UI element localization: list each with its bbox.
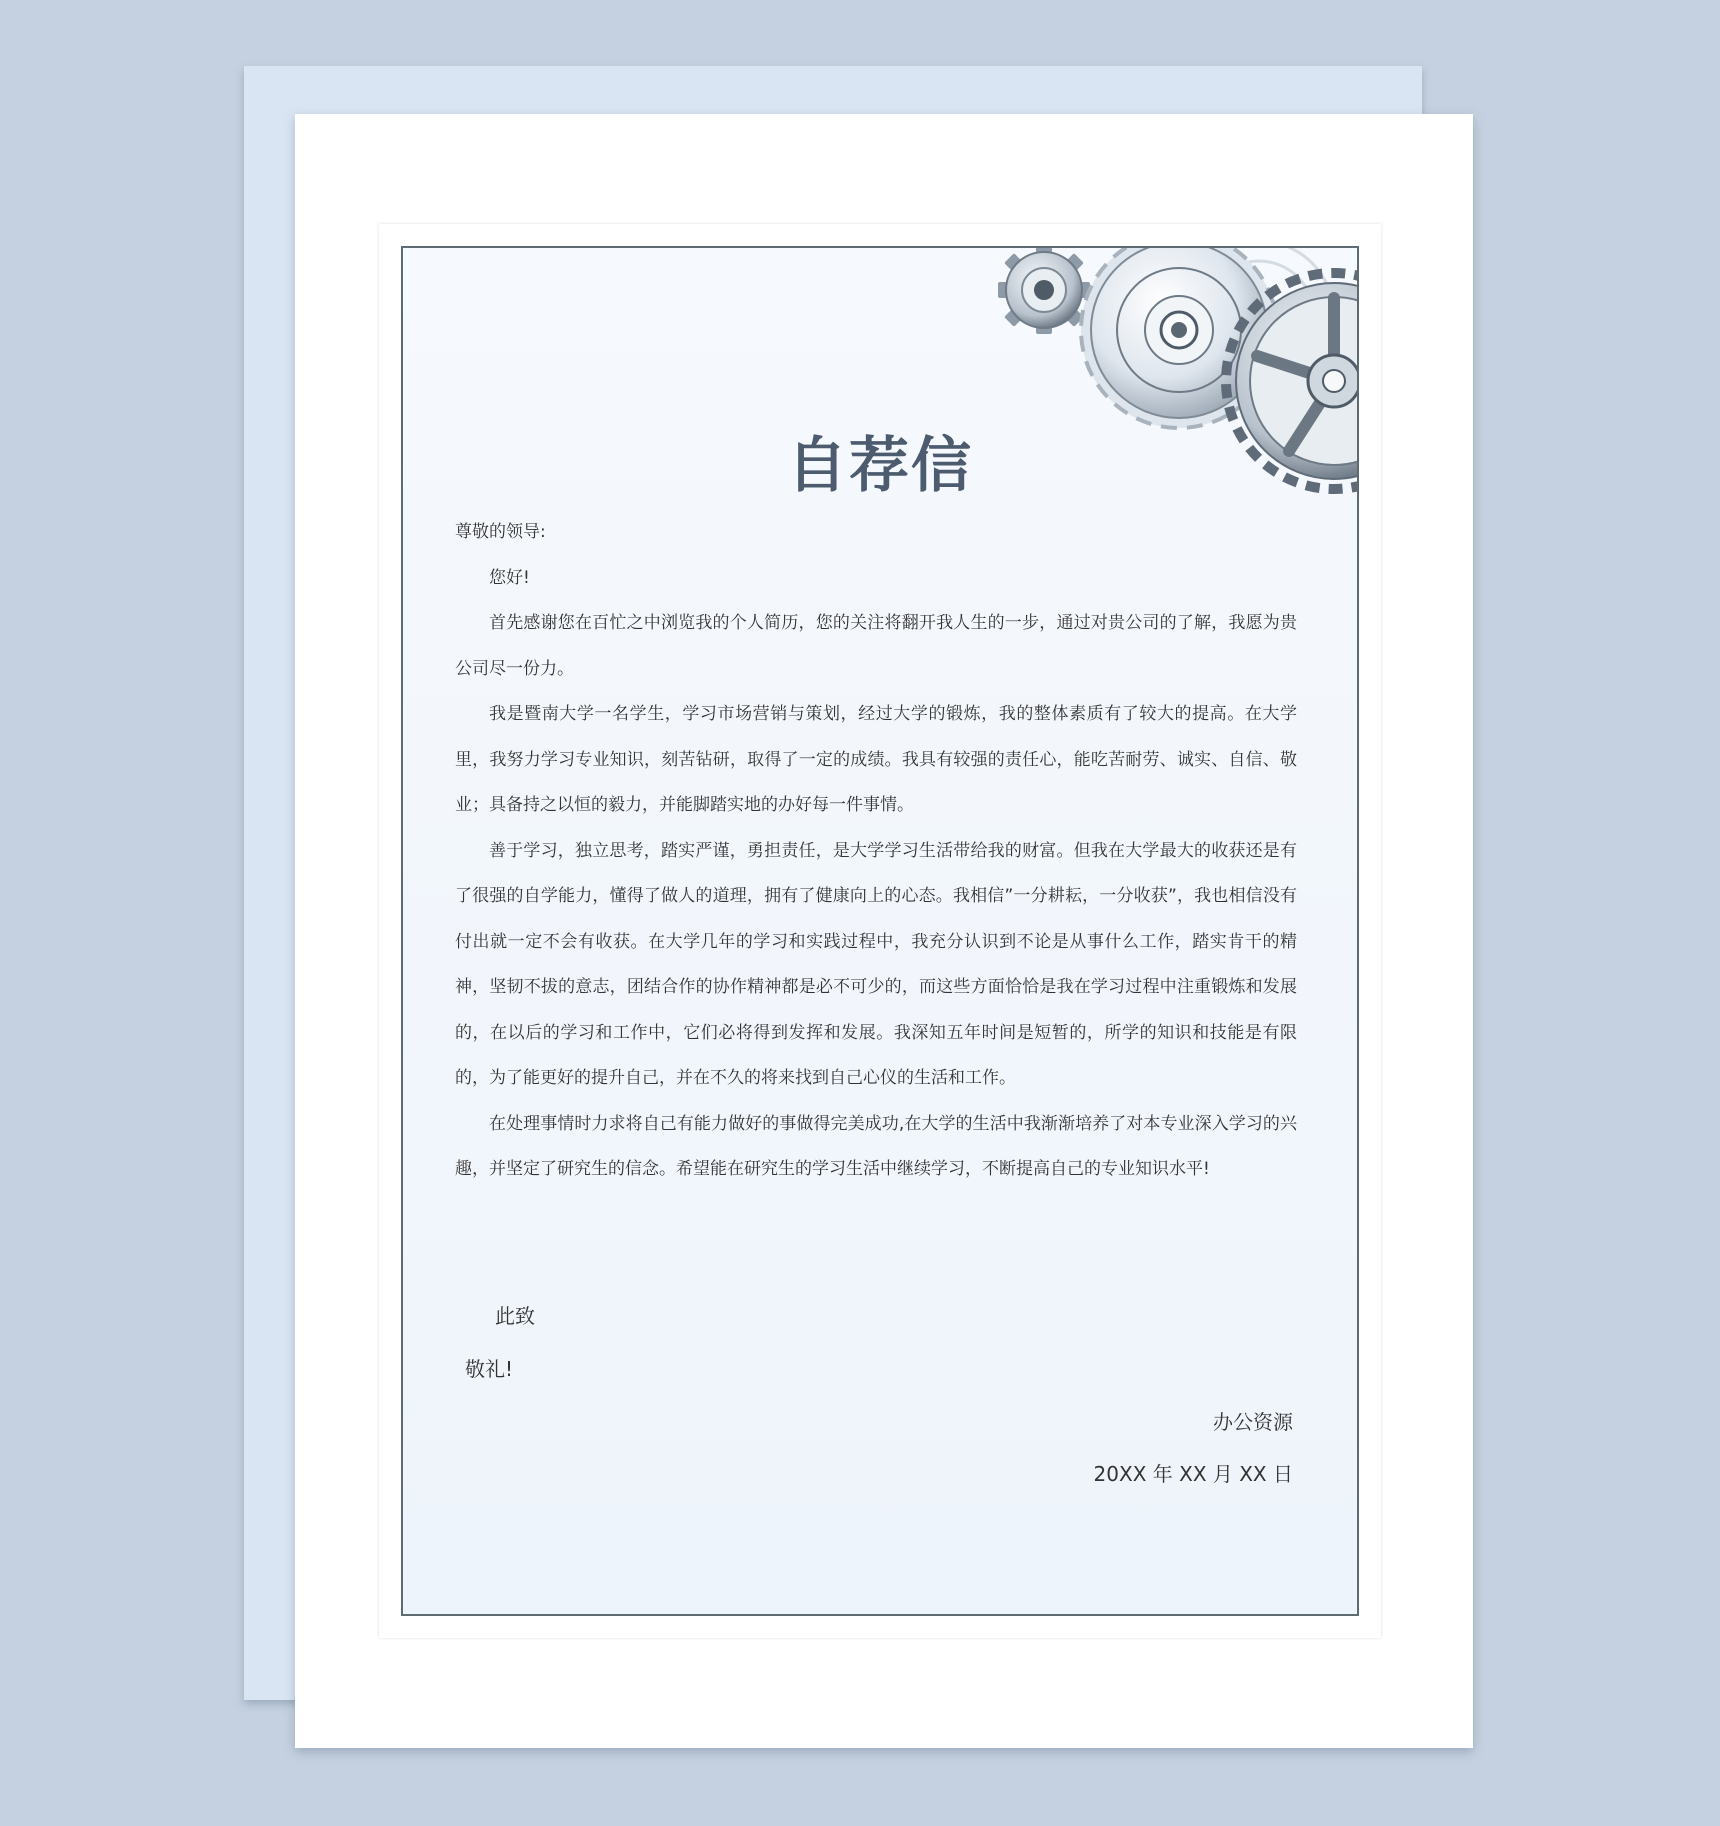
gear-small-icon — [998, 246, 1090, 334]
closing-line-2: 敬礼! — [465, 1357, 514, 1381]
letter-frame — [401, 246, 1359, 1616]
signature: 办公资源 — [1213, 1410, 1293, 1434]
paragraph-4: 在处理事情时力求将自己有能力做好的事做得完美成功,在大学的生活中我渐渐培养了对本专业深入学习的兴趣，并坚定了研究生的信念。希望能在研究生的学习生活中继续学习，不断提高自己的专业知识水平! — [455, 1113, 1297, 1179]
paragraph-1: 首先感谢您在百忙之中浏览我的个人简历，您的关注将翻开我人生的一步，通过对贵公司的了解，我愿为贵公司尽一份力。 — [455, 613, 1297, 679]
paragraph-3: 善于学习，独立思考，踏实严谨，勇担责任，是大学学习生活带给我的财富。但我在大学最大的收获还是有了很强的自学能力，懂得了做人的道理，拥有了健康向上的心态。我相信”一分耕耘，一分收获”，我也相信没有付出就一定不会有收获。在大学几年的学习和实践过程中，我充分认识到不论是从事什么工作，踏实肯干的精神，坚韧不拔的意志，团结合作的协作精神都是必不可少的，而这些方面恰恰是我在学习过程中注重锻炼和发展的，在以后的学习和工作中，它们必将得到发挥和发展。我深知五年时间是短暂的，所学的知识和技能是有限的，为了能更好的提升自己，并在不久的将来找到自己心仪的生活和工作。 — [455, 840, 1297, 1088]
front-sheet — [295, 114, 1473, 1748]
paragraph-2: 我是暨南大学一名学生，学习市场营销与策划，经过大学的锻炼，我的整体素质有了较大的提高。在大学里，我努力学习专业知识，刻苦钻研，取得了一定的成绩。我具有较强的责任心，能吃苦耐劳、诚实、自信、敬业；具备持之以恒的毅力，并能脚踏实地的办好每一件事情。 — [455, 704, 1297, 815]
signature-date: 20XX 年 XX 月 XX 日 — [1093, 1462, 1293, 1486]
salutation: 尊敬的领导: — [455, 522, 546, 542]
closing-line-1: 此致 — [495, 1304, 535, 1328]
letter-title: 自荐信 — [787, 431, 973, 501]
letter-body — [455, 510, 1297, 1193]
hello-line: 您好! — [489, 567, 530, 588]
